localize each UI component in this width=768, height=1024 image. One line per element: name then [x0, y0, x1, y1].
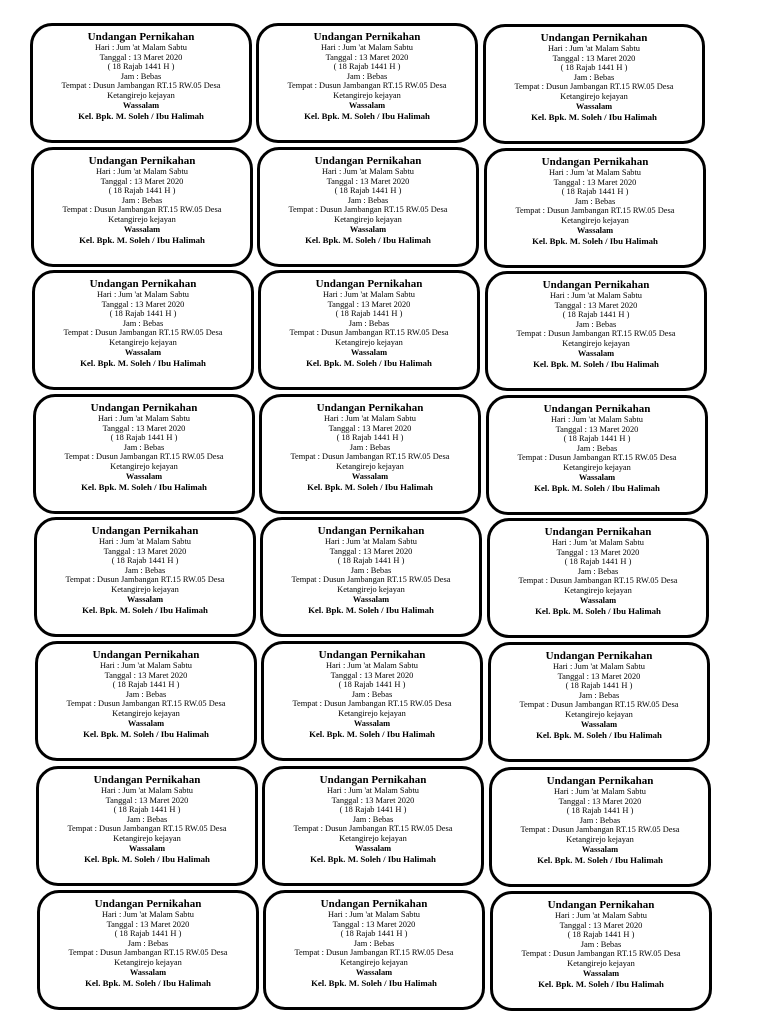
label-title: Undangan Pernikahan — [319, 774, 427, 786]
label-title: Undangan Pernikahan — [545, 650, 653, 662]
label-place: Tempat : Dusun Jambangan RT.15 RW.05 Desa — [521, 949, 681, 959]
label-date: Tanggal : 13 Maret 2020 — [100, 176, 184, 186]
label-family: Kel. Bpk. M. Soleh / Ibu Halimah — [311, 978, 437, 989]
label-title: Undangan Pernikahan — [317, 525, 425, 537]
label-family: Kel. Bpk. M. Soleh / Ibu Halimah — [85, 978, 211, 989]
label-place-cont: Ketangirejo kejayan — [561, 215, 629, 225]
label-day: Hari : Jum 'at Malam Sabtu — [327, 786, 419, 795]
label-closing: Wassalam — [128, 843, 166, 853]
invitation-label-r3-c3 — [485, 271, 707, 391]
label-title: Undangan Pernikahan — [546, 775, 654, 787]
label-title: Undangan Pernikahan — [88, 155, 196, 167]
label-time: Jam : Bebas — [577, 566, 619, 576]
label-family: Kel. Bpk. M. Soleh / Ibu Halimah — [531, 112, 657, 123]
label-date: Tanggal : 13 Maret 2020 — [328, 423, 412, 433]
label-family: Kel. Bpk. M. Soleh / Ibu Halimah — [533, 359, 659, 370]
label-time: Jam : Bebas — [575, 319, 617, 329]
invitation-label-r8-c1 — [37, 890, 259, 1010]
label-closing: Wassalam — [124, 347, 162, 357]
label-place-cont: Ketangirejo kejayan — [336, 461, 404, 471]
label-title: Undangan Pernikahan — [320, 898, 428, 910]
label-place-cont: Ketangirejo kejayan — [564, 585, 632, 595]
label-closing: Wassalam — [350, 347, 388, 357]
label-hijri-date: ( 18 Rajab 1441 H ) — [338, 680, 406, 690]
label-title: Undangan Pernikahan — [313, 31, 421, 43]
label-place-cont: Ketangirejo kejayan — [334, 214, 402, 224]
label-date: Tanggal : 13 Maret 2020 — [553, 177, 637, 187]
label-hijri-date: ( 18 Rajab 1441 H ) — [560, 63, 628, 73]
label-place: Tempat : Dusun Jambangan RT.15 RW.05 Desa — [64, 452, 224, 462]
invitation-label-r6-c3 — [488, 642, 710, 762]
label-hijri-date: ( 18 Rajab 1441 H ) — [561, 187, 629, 197]
label-time: Jam : Bebas — [350, 565, 392, 575]
label-time: Jam : Bebas — [120, 71, 162, 81]
invitation-label-r4-c2 — [259, 394, 481, 514]
invitation-label-r6-c1 — [35, 641, 257, 761]
label-day: Hari : Jum 'at Malam Sabtu — [96, 167, 188, 176]
label-closing: Wassalam — [351, 471, 389, 481]
label-time: Jam : Bebas — [353, 938, 395, 948]
label-date: Tanggal : 13 Maret 2020 — [555, 424, 639, 434]
label-day: Hari : Jum 'at Malam Sabtu — [102, 910, 194, 919]
label-place: Tempat : Dusun Jambangan RT.15 RW.05 Desa — [61, 81, 221, 91]
label-time: Jam : Bebas — [124, 565, 166, 575]
label-day: Hari : Jum 'at Malam Sabtu — [551, 415, 643, 424]
label-date: Tanggal : 13 Maret 2020 — [557, 671, 641, 681]
label-title: Undangan Pernikahan — [315, 278, 423, 290]
label-place-cont: Ketangirejo kejayan — [110, 461, 178, 471]
invitation-label-r2-c1 — [31, 147, 253, 267]
label-day: Hari : Jum 'at Malam Sabtu — [322, 167, 414, 176]
label-day: Hari : Jum 'at Malam Sabtu — [325, 537, 417, 546]
label-closing: Wassalam — [349, 224, 387, 234]
label-hijri-date: ( 18 Rajab 1441 H ) — [108, 186, 176, 196]
label-time: Jam : Bebas — [348, 318, 390, 328]
label-place: Tempat : Dusun Jambangan RT.15 RW.05 Desa — [287, 81, 447, 91]
label-time: Jam : Bebas — [127, 938, 169, 948]
label-time: Jam : Bebas — [347, 195, 389, 205]
label-place-cont: Ketangirejo kejayan — [109, 337, 177, 347]
label-time: Jam : Bebas — [576, 443, 618, 453]
label-day: Hari : Jum 'at Malam Sabtu — [552, 538, 644, 547]
label-time: Jam : Bebas — [573, 72, 615, 82]
label-family: Kel. Bpk. M. Soleh / Ibu Halimah — [310, 854, 436, 865]
label-closing: Wassalam — [577, 348, 615, 358]
label-day: Hari : Jum 'at Malam Sabtu — [324, 414, 416, 423]
label-closing: Wassalam — [127, 718, 165, 728]
label-time: Jam : Bebas — [579, 815, 621, 825]
label-time: Jam : Bebas — [351, 689, 393, 699]
label-closing: Wassalam — [576, 225, 614, 235]
label-title: Undangan Pernikahan — [544, 526, 652, 538]
label-place: Tempat : Dusun Jambangan RT.15 RW.05 Desa — [294, 948, 454, 958]
label-hijri-date: ( 18 Rajab 1441 H ) — [109, 309, 177, 319]
label-place: Tempat : Dusun Jambangan RT.15 RW.05 Desa — [515, 206, 675, 216]
label-place-cont: Ketangirejo kejayan — [339, 833, 407, 843]
label-date: Tanggal : 13 Maret 2020 — [330, 670, 414, 680]
label-place-cont: Ketangirejo kejayan — [562, 338, 630, 348]
label-place-cont: Ketangirejo kejayan — [566, 834, 634, 844]
label-family: Kel. Bpk. M. Soleh / Ibu Halimah — [79, 235, 205, 246]
label-family: Kel. Bpk. M. Soleh / Ibu Halimah — [83, 729, 209, 740]
label-title: Undangan Pernikahan — [91, 525, 199, 537]
label-hijri-date: ( 18 Rajab 1441 H ) — [113, 805, 181, 815]
label-closing: Wassalam — [129, 967, 167, 977]
invitation-label-r2-c3 — [484, 148, 706, 268]
label-date: Tanggal : 13 Maret 2020 — [552, 53, 636, 63]
label-date: Tanggal : 13 Maret 2020 — [102, 423, 186, 433]
label-day: Hari : Jum 'at Malam Sabtu — [321, 43, 413, 52]
label-closing: Wassalam — [126, 594, 164, 604]
label-time: Jam : Bebas — [121, 195, 163, 205]
label-place-cont: Ketangirejo kejayan — [560, 91, 628, 101]
label-family: Kel. Bpk. M. Soleh / Ibu Halimah — [537, 855, 663, 866]
label-place: Tempat : Dusun Jambangan RT.15 RW.05 Desa — [62, 205, 222, 215]
label-time: Jam : Bebas — [123, 442, 165, 452]
label-closing: Wassalam — [579, 595, 617, 605]
label-date: Tanggal : 13 Maret 2020 — [332, 919, 416, 929]
label-date: Tanggal : 13 Maret 2020 — [101, 299, 185, 309]
label-time: Jam : Bebas — [349, 442, 391, 452]
label-day: Hari : Jum 'at Malam Sabtu — [548, 44, 640, 53]
label-time: Jam : Bebas — [574, 196, 616, 206]
label-place: Tempat : Dusun Jambangan RT.15 RW.05 Desa — [517, 453, 677, 463]
label-place-cont: Ketangirejo kejayan — [107, 90, 175, 100]
label-family: Kel. Bpk. M. Soleh / Ibu Halimah — [536, 730, 662, 741]
label-place: Tempat : Dusun Jambangan RT.15 RW.05 Desa — [63, 328, 223, 338]
label-time: Jam : Bebas — [125, 689, 167, 699]
label-date: Tanggal : 13 Maret 2020 — [325, 52, 409, 62]
label-closing: Wassalam — [575, 101, 613, 111]
label-place: Tempat : Dusun Jambangan RT.15 RW.05 Desa — [514, 82, 674, 92]
label-title: Undangan Pernikahan — [314, 155, 422, 167]
label-title: Undangan Pernikahan — [543, 403, 651, 415]
label-time: Jam : Bebas — [578, 690, 620, 700]
label-date: Tanggal : 13 Maret 2020 — [554, 300, 638, 310]
invitation-label-r2-c2 — [257, 147, 479, 267]
label-place-cont: Ketangirejo kejayan — [112, 708, 180, 718]
label-place: Tempat : Dusun Jambangan RT.15 RW.05 Desa — [68, 948, 228, 958]
label-place-cont: Ketangirejo kejayan — [108, 214, 176, 224]
label-title: Undangan Pernikahan — [87, 31, 195, 43]
label-date: Tanggal : 13 Maret 2020 — [558, 796, 642, 806]
label-place: Tempat : Dusun Jambangan RT.15 RW.05 Desa — [516, 329, 676, 339]
label-hijri-date: ( 18 Rajab 1441 H ) — [111, 556, 179, 566]
label-place-cont: Ketangirejo kejayan — [337, 584, 405, 594]
label-hijri-date: ( 18 Rajab 1441 H ) — [114, 929, 182, 939]
label-day: Hari : Jum 'at Malam Sabtu — [101, 786, 193, 795]
label-family: Kel. Bpk. M. Soleh / Ibu Halimah — [309, 729, 435, 740]
invitation-label-r5-c3 — [487, 518, 709, 638]
label-date: Tanggal : 13 Maret 2020 — [331, 795, 415, 805]
label-hijri-date: ( 18 Rajab 1441 H ) — [107, 62, 175, 72]
label-place: Tempat : Dusun Jambangan RT.15 RW.05 Desa — [291, 575, 451, 585]
label-date: Tanggal : 13 Maret 2020 — [99, 52, 183, 62]
label-place-cont: Ketangirejo kejayan — [340, 957, 408, 967]
invitation-label-r7-c2 — [262, 766, 484, 886]
label-day: Hari : Jum 'at Malam Sabtu — [100, 661, 192, 670]
label-title: Undangan Pernikahan — [547, 899, 655, 911]
label-family: Kel. Bpk. M. Soleh / Ibu Halimah — [81, 482, 207, 493]
label-time: Jam : Bebas — [352, 814, 394, 824]
invitation-label-r6-c2 — [261, 641, 483, 761]
label-date: Tanggal : 13 Maret 2020 — [327, 299, 411, 309]
label-family: Kel. Bpk. M. Soleh / Ibu Halimah — [80, 358, 206, 369]
invitation-label-r7-c3 — [489, 767, 711, 887]
label-place: Tempat : Dusun Jambangan RT.15 RW.05 Desa — [292, 699, 452, 709]
label-hijri-date: ( 18 Rajab 1441 H ) — [333, 62, 401, 72]
label-day: Hari : Jum 'at Malam Sabtu — [98, 414, 190, 423]
label-place: Tempat : Dusun Jambangan RT.15 RW.05 Desa — [67, 824, 227, 834]
label-place-cont: Ketangirejo kejayan — [563, 462, 631, 472]
label-hijri-date: ( 18 Rajab 1441 H ) — [340, 929, 408, 939]
label-closing: Wassalam — [578, 472, 616, 482]
label-title: Undangan Pernikahan — [89, 278, 197, 290]
label-day: Hari : Jum 'at Malam Sabtu — [326, 661, 418, 670]
label-family: Kel. Bpk. M. Soleh / Ibu Halimah — [304, 111, 430, 122]
label-day: Hari : Jum 'at Malam Sabtu — [328, 910, 420, 919]
label-date: Tanggal : 13 Maret 2020 — [326, 176, 410, 186]
label-place-cont: Ketangirejo kejayan — [111, 584, 179, 594]
label-closing: Wassalam — [123, 224, 161, 234]
label-time: Jam : Bebas — [580, 939, 622, 949]
label-family: Kel. Bpk. M. Soleh / Ibu Halimah — [534, 483, 660, 494]
label-family: Kel. Bpk. M. Soleh / Ibu Halimah — [78, 111, 204, 122]
label-family: Kel. Bpk. M. Soleh / Ibu Halimah — [305, 235, 431, 246]
label-closing: Wassalam — [353, 718, 391, 728]
invitation-label-r4-c1 — [33, 394, 255, 514]
label-hijri-date: ( 18 Rajab 1441 H ) — [336, 433, 404, 443]
label-family: Kel. Bpk. M. Soleh / Ibu Halimah — [308, 605, 434, 616]
label-closing: Wassalam — [352, 594, 390, 604]
label-day: Hari : Jum 'at Malam Sabtu — [323, 290, 415, 299]
label-title: Undangan Pernikahan — [93, 774, 201, 786]
label-family: Kel. Bpk. M. Soleh / Ibu Halimah — [306, 358, 432, 369]
label-date: Tanggal : 13 Maret 2020 — [103, 546, 187, 556]
label-title: Undangan Pernikahan — [541, 156, 649, 168]
invitation-label-r5-c2 — [260, 517, 482, 637]
label-title: Undangan Pernikahan — [90, 402, 198, 414]
invitation-label-r4-c3 — [486, 395, 708, 515]
label-family: Kel. Bpk. M. Soleh / Ibu Halimah — [538, 979, 664, 990]
label-closing: Wassalam — [125, 471, 163, 481]
invitation-label-r8-c2 — [263, 890, 485, 1010]
label-title: Undangan Pernikahan — [94, 898, 202, 910]
label-place-cont: Ketangirejo kejayan — [114, 957, 182, 967]
label-family: Kel. Bpk. M. Soleh / Ibu Halimah — [532, 236, 658, 247]
label-day: Hari : Jum 'at Malam Sabtu — [553, 662, 645, 671]
label-time: Jam : Bebas — [126, 814, 168, 824]
label-place-cont: Ketangirejo kejayan — [113, 833, 181, 843]
label-closing: Wassalam — [355, 967, 393, 977]
label-date: Tanggal : 13 Maret 2020 — [105, 795, 189, 805]
invitation-label-r1-c2 — [256, 23, 478, 143]
label-hijri-date: ( 18 Rajab 1441 H ) — [339, 805, 407, 815]
label-date: Tanggal : 13 Maret 2020 — [106, 919, 190, 929]
label-family: Kel. Bpk. M. Soleh / Ibu Halimah — [535, 606, 661, 617]
label-closing: Wassalam — [582, 968, 620, 978]
label-place-cont: Ketangirejo kejayan — [565, 709, 633, 719]
invitation-label-r3-c2 — [258, 270, 480, 390]
label-place: Tempat : Dusun Jambangan RT.15 RW.05 Desa — [290, 452, 450, 462]
label-hijri-date: ( 18 Rajab 1441 H ) — [112, 680, 180, 690]
label-closing: Wassalam — [581, 844, 619, 854]
label-hijri-date: ( 18 Rajab 1441 H ) — [334, 186, 402, 196]
label-hijri-date: ( 18 Rajab 1441 H ) — [335, 309, 403, 319]
label-title: Undangan Pernikahan — [318, 649, 426, 661]
invitation-label-r1-c3 — [483, 24, 705, 144]
label-date: Tanggal : 13 Maret 2020 — [559, 920, 643, 930]
label-place: Tempat : Dusun Jambangan RT.15 RW.05 Desa — [293, 824, 453, 834]
label-date: Tanggal : 13 Maret 2020 — [104, 670, 188, 680]
label-hijri-date: ( 18 Rajab 1441 H ) — [110, 433, 178, 443]
label-day: Hari : Jum 'at Malam Sabtu — [95, 43, 187, 52]
label-hijri-date: ( 18 Rajab 1441 H ) — [567, 930, 635, 940]
label-place: Tempat : Dusun Jambangan RT.15 RW.05 Desa — [520, 825, 680, 835]
label-closing: Wassalam — [580, 719, 618, 729]
label-title: Undangan Pernikahan — [316, 402, 424, 414]
label-hijri-date: ( 18 Rajab 1441 H ) — [562, 310, 630, 320]
label-place: Tempat : Dusun Jambangan RT.15 RW.05 Desa — [289, 328, 449, 338]
label-place: Tempat : Dusun Jambangan RT.15 RW.05 Desa — [66, 699, 226, 709]
label-place-cont: Ketangirejo kejayan — [333, 90, 401, 100]
label-family: Kel. Bpk. M. Soleh / Ibu Halimah — [82, 605, 208, 616]
label-place-cont: Ketangirejo kejayan — [338, 708, 406, 718]
label-day: Hari : Jum 'at Malam Sabtu — [554, 787, 646, 796]
invitation-label-r3-c1 — [32, 270, 254, 390]
invitation-label-r7-c1 — [36, 766, 258, 886]
label-title: Undangan Pernikahan — [542, 279, 650, 291]
label-day: Hari : Jum 'at Malam Sabtu — [550, 291, 642, 300]
label-hijri-date: ( 18 Rajab 1441 H ) — [564, 557, 632, 567]
label-date: Tanggal : 13 Maret 2020 — [329, 546, 413, 556]
label-place: Tempat : Dusun Jambangan RT.15 RW.05 Desa — [288, 205, 448, 215]
label-hijri-date: ( 18 Rajab 1441 H ) — [563, 434, 631, 444]
label-place-cont: Ketangirejo kejayan — [335, 337, 403, 347]
label-closing: Wassalam — [348, 100, 386, 110]
invitation-label-r1-c1 — [30, 23, 252, 143]
label-day: Hari : Jum 'at Malam Sabtu — [549, 168, 641, 177]
label-date: Tanggal : 13 Maret 2020 — [556, 547, 640, 557]
label-time: Jam : Bebas — [122, 318, 164, 328]
label-time: Jam : Bebas — [346, 71, 388, 81]
label-hijri-date: ( 18 Rajab 1441 H ) — [566, 806, 634, 816]
label-day: Hari : Jum 'at Malam Sabtu — [97, 290, 189, 299]
invitation-label-r5-c1 — [34, 517, 256, 637]
label-day: Hari : Jum 'at Malam Sabtu — [555, 911, 647, 920]
label-place: Tempat : Dusun Jambangan RT.15 RW.05 Desa — [65, 575, 225, 585]
label-day: Hari : Jum 'at Malam Sabtu — [99, 537, 191, 546]
label-closing: Wassalam — [122, 100, 160, 110]
label-hijri-date: ( 18 Rajab 1441 H ) — [337, 556, 405, 566]
label-place: Tempat : Dusun Jambangan RT.15 RW.05 Desa — [519, 700, 679, 710]
label-title: Undangan Pernikahan — [540, 32, 648, 44]
label-place-cont: Ketangirejo kejayan — [567, 958, 635, 968]
invitation-label-r8-c3 — [490, 891, 712, 1011]
label-place: Tempat : Dusun Jambangan RT.15 RW.05 Desa — [518, 576, 678, 586]
label-hijri-date: ( 18 Rajab 1441 H ) — [565, 681, 633, 691]
label-family: Kel. Bpk. M. Soleh / Ibu Halimah — [84, 854, 210, 865]
label-family: Kel. Bpk. M. Soleh / Ibu Halimah — [307, 482, 433, 493]
label-title: Undangan Pernikahan — [92, 649, 200, 661]
label-closing: Wassalam — [354, 843, 392, 853]
